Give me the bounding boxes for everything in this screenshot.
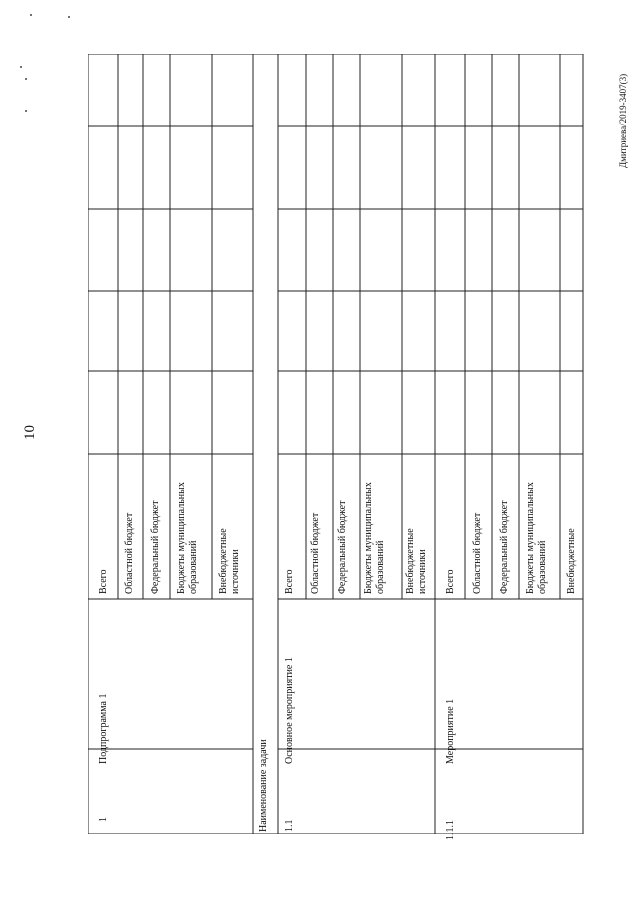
source-cell: Внебюджетные источники bbox=[218, 528, 241, 594]
source-cell: Федеральный бюджет bbox=[499, 500, 510, 594]
scan-speck bbox=[20, 66, 22, 68]
scan-speck bbox=[25, 78, 27, 80]
section-name: Подпрограмма 1 bbox=[98, 693, 109, 764]
source-cell: Областной бюджет bbox=[472, 512, 483, 594]
task-heading: Наименование задачи bbox=[258, 739, 269, 832]
footer-code: Дмитриева/2019-3407(3) bbox=[618, 73, 628, 168]
source-cell: Бюджеты муниципальных образований bbox=[176, 482, 199, 594]
section-code: 1 bbox=[98, 817, 109, 822]
source-cell: Всего bbox=[284, 569, 295, 594]
section-name: Основное мероприятие 1 bbox=[284, 657, 295, 764]
scan-speck bbox=[25, 110, 27, 112]
source-cell: Всего bbox=[98, 569, 109, 594]
source-cell: Областной бюджет bbox=[310, 512, 321, 594]
budget-table-grid bbox=[88, 54, 588, 834]
source-cell: Внебюджетные bbox=[566, 528, 577, 594]
page-number: 10 bbox=[22, 425, 38, 440]
source-cell: Бюджеты муниципальных образований bbox=[363, 482, 386, 594]
scan-speck bbox=[68, 16, 70, 18]
section-code: 1.1 bbox=[284, 819, 295, 832]
section-code: 1.1.1 bbox=[445, 820, 456, 840]
source-cell: Федеральный бюджет bbox=[150, 500, 161, 594]
source-cell: Бюджеты муниципальных образований bbox=[525, 482, 548, 594]
source-cell: Всего bbox=[445, 569, 456, 594]
scan-speck bbox=[30, 14, 32, 16]
source-cell: Областной бюджет bbox=[124, 512, 135, 594]
section-name: Мероприятие 1 bbox=[445, 698, 456, 764]
source-cell: Федеральный бюджет bbox=[337, 500, 348, 594]
source-cell: Внебюджетные источники bbox=[405, 528, 428, 594]
